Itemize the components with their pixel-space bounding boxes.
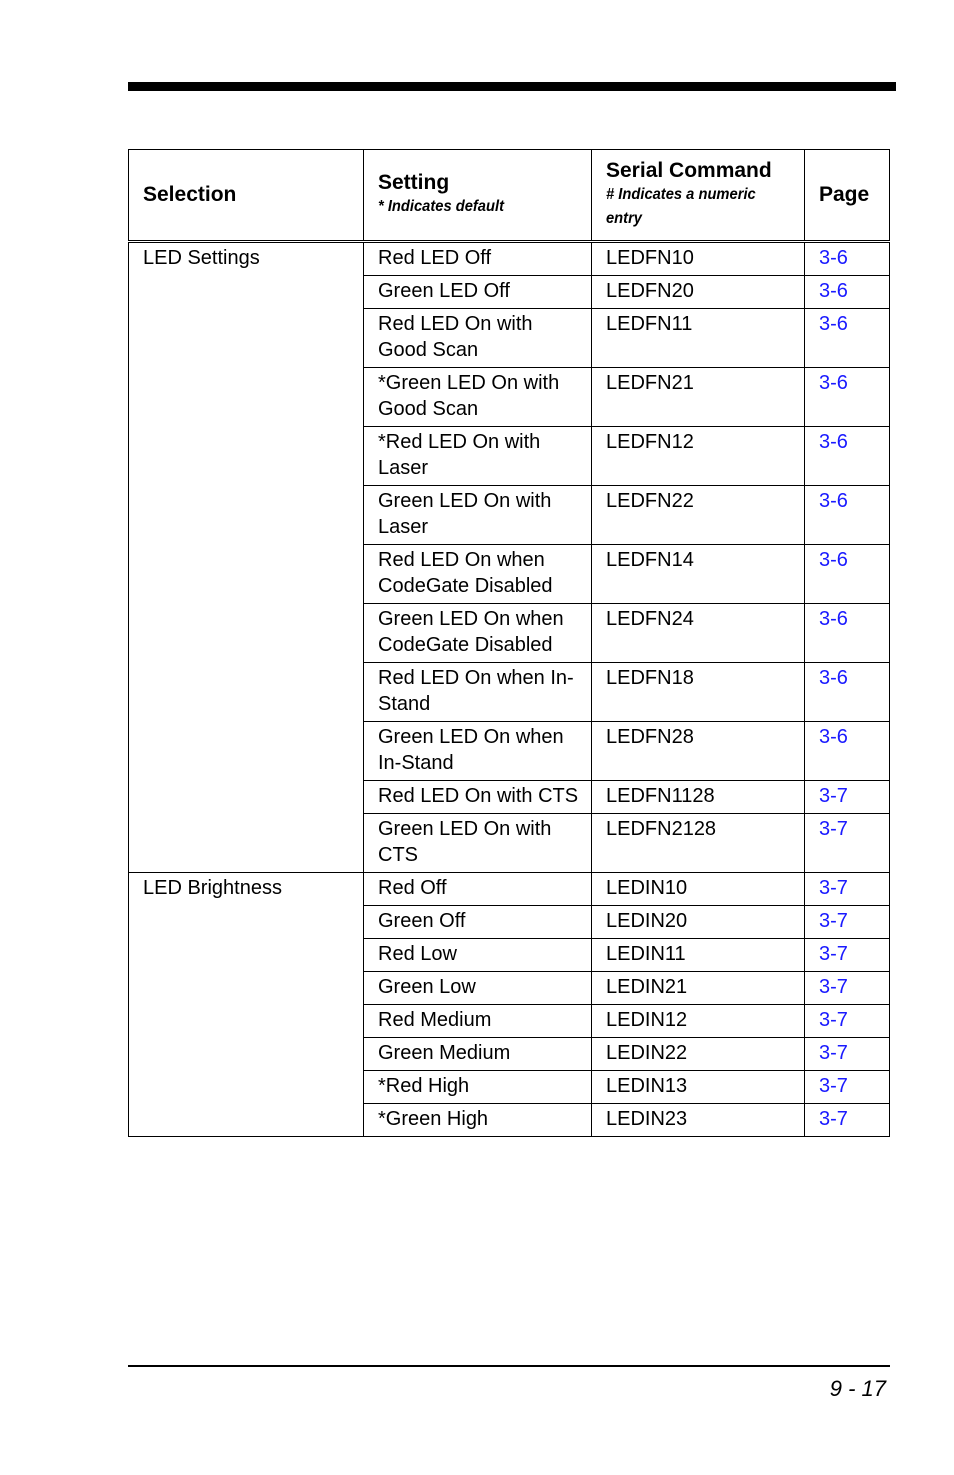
- serial-command-cell: LEDIN22: [592, 1038, 805, 1071]
- page-reference-link[interactable]: 3-7: [819, 818, 848, 840]
- table-header: [129, 150, 890, 242]
- table-body: [129, 242, 890, 1137]
- page-reference-link[interactable]: 3-7: [819, 1075, 848, 1097]
- page-reference-link[interactable]: 3-7: [819, 943, 848, 965]
- setting-cell: Red LED On with Good Scan: [364, 309, 592, 368]
- serial-command-cell: LEDFN21: [592, 368, 805, 427]
- serial-command-cell: LEDFN28: [592, 722, 805, 781]
- header-selection: [129, 150, 364, 242]
- serial-command-cell: LEDIN21: [592, 972, 805, 1005]
- setting-cell: Green Off: [364, 906, 592, 939]
- page-cell: [805, 1071, 890, 1104]
- setting-cell: Green LED On when In-Stand: [364, 722, 592, 781]
- page-reference-link[interactable]: 3-6: [819, 247, 848, 269]
- header-setting-label: Setting: [378, 171, 450, 194]
- setting-cell: *Green High: [364, 1104, 592, 1137]
- header-page-label: Page: [819, 183, 870, 206]
- header-serial-command-label: Serial Command: [606, 159, 772, 182]
- header-selection-label: Selection: [143, 183, 237, 206]
- header-setting-note: * Indicates default: [378, 198, 504, 215]
- page-cell: [805, 906, 890, 939]
- page-cell: [805, 276, 890, 309]
- page-cell: [805, 427, 890, 486]
- setting-cell: Green LED On with Laser: [364, 486, 592, 545]
- serial-command-cell: LEDFN14: [592, 545, 805, 604]
- page-cell: [805, 972, 890, 1005]
- setting-cell: Red LED On when In-Stand: [364, 663, 592, 722]
- page-cell: [805, 873, 890, 906]
- page-reference-link[interactable]: 3-6: [819, 431, 848, 453]
- page-reference-link[interactable]: 3-7: [819, 785, 848, 807]
- bottom-rule: [128, 1365, 890, 1367]
- page-reference-link[interactable]: 3-6: [819, 372, 848, 394]
- page-cell: [805, 368, 890, 427]
- page-reference-link[interactable]: 3-6: [819, 280, 848, 302]
- serial-command-cell: LEDFN22: [592, 486, 805, 545]
- setting-cell: Green LED Off: [364, 276, 592, 309]
- serial-command-cell: LEDIN20: [592, 906, 805, 939]
- page-reference-link[interactable]: 3-6: [819, 667, 848, 689]
- page-reference-link[interactable]: 3-6: [819, 549, 848, 571]
- serial-command-cell: LEDFN2128: [592, 814, 805, 873]
- page-cell: [805, 545, 890, 604]
- serial-command-cell: LEDFN10: [592, 242, 805, 276]
- page-cell: [805, 242, 890, 276]
- serial-command-cell: LEDFN24: [592, 604, 805, 663]
- page-reference-link[interactable]: 3-7: [819, 976, 848, 998]
- setting-cell: Green Low: [364, 972, 592, 1005]
- selection-cell: LED Settings: [129, 242, 364, 873]
- header-page: [805, 150, 890, 242]
- page-cell: [805, 604, 890, 663]
- page-cell: [805, 939, 890, 972]
- header-serial-command-note: # Indicates a numeric entry: [606, 186, 756, 227]
- setting-cell: Green LED On with CTS: [364, 814, 592, 873]
- header-setting: [364, 150, 592, 242]
- serial-command-cell: LEDIN10: [592, 873, 805, 906]
- setting-cell: Green Medium: [364, 1038, 592, 1071]
- setting-cell: Red LED On with CTS: [364, 781, 592, 814]
- page-reference-link[interactable]: 3-7: [819, 910, 848, 932]
- serial-command-cell: LEDIN13: [592, 1071, 805, 1104]
- page-reference-link[interactable]: 3-7: [819, 1042, 848, 1064]
- setting-cell: *Red High: [364, 1071, 592, 1104]
- page-cell: [805, 1104, 890, 1137]
- page-cell: [805, 781, 890, 814]
- serial-command-cell: LEDFN12: [592, 427, 805, 486]
- table-row: [129, 242, 890, 276]
- page-cell: [805, 1005, 890, 1038]
- page-number: 9 - 17: [829, 1376, 886, 1401]
- serial-command-cell: LEDFN18: [592, 663, 805, 722]
- page-reference-link[interactable]: 3-6: [819, 313, 848, 335]
- table-row: [129, 873, 890, 906]
- top-rule: [128, 82, 896, 91]
- page-cell: [805, 814, 890, 873]
- setting-cell: Green LED On when CodeGate Disabled: [364, 604, 592, 663]
- page-reference-link[interactable]: 3-7: [819, 1009, 848, 1031]
- selection-cell: LED Brightness: [129, 873, 364, 1137]
- serial-command-cell: LEDIN12: [592, 1005, 805, 1038]
- setting-cell: Red Low: [364, 939, 592, 972]
- page-cell: [805, 1038, 890, 1071]
- page-reference-link[interactable]: 3-6: [819, 608, 848, 630]
- serial-command-cell: LEDFN11: [592, 309, 805, 368]
- page-reference-link[interactable]: 3-6: [819, 726, 848, 748]
- setting-cell: *Green LED On with Good Scan: [364, 368, 592, 427]
- header-row: [129, 150, 890, 242]
- setting-cell: Red LED Off: [364, 242, 592, 276]
- page-reference-link[interactable]: 3-6: [819, 490, 848, 512]
- serial-command-cell: LEDIN23: [592, 1104, 805, 1137]
- serial-command-cell: LEDIN11: [592, 939, 805, 972]
- serial-command-table: [128, 149, 890, 1137]
- setting-cell: Red LED On when CodeGate Disabled: [364, 545, 592, 604]
- page-cell: [805, 663, 890, 722]
- page-reference-link[interactable]: 3-7: [819, 877, 848, 899]
- serial-command-cell: LEDFN1128: [592, 781, 805, 814]
- setting-cell: *Red LED On with Laser: [364, 427, 592, 486]
- page-cell: [805, 722, 890, 781]
- page-cell: [805, 486, 890, 545]
- setting-cell: Red Off: [364, 873, 592, 906]
- header-serial-command: [592, 150, 805, 242]
- page-cell: [805, 309, 890, 368]
- page-reference-link[interactable]: 3-7: [819, 1108, 848, 1130]
- setting-cell: Red Medium: [364, 1005, 592, 1038]
- serial-command-cell: LEDFN20: [592, 276, 805, 309]
